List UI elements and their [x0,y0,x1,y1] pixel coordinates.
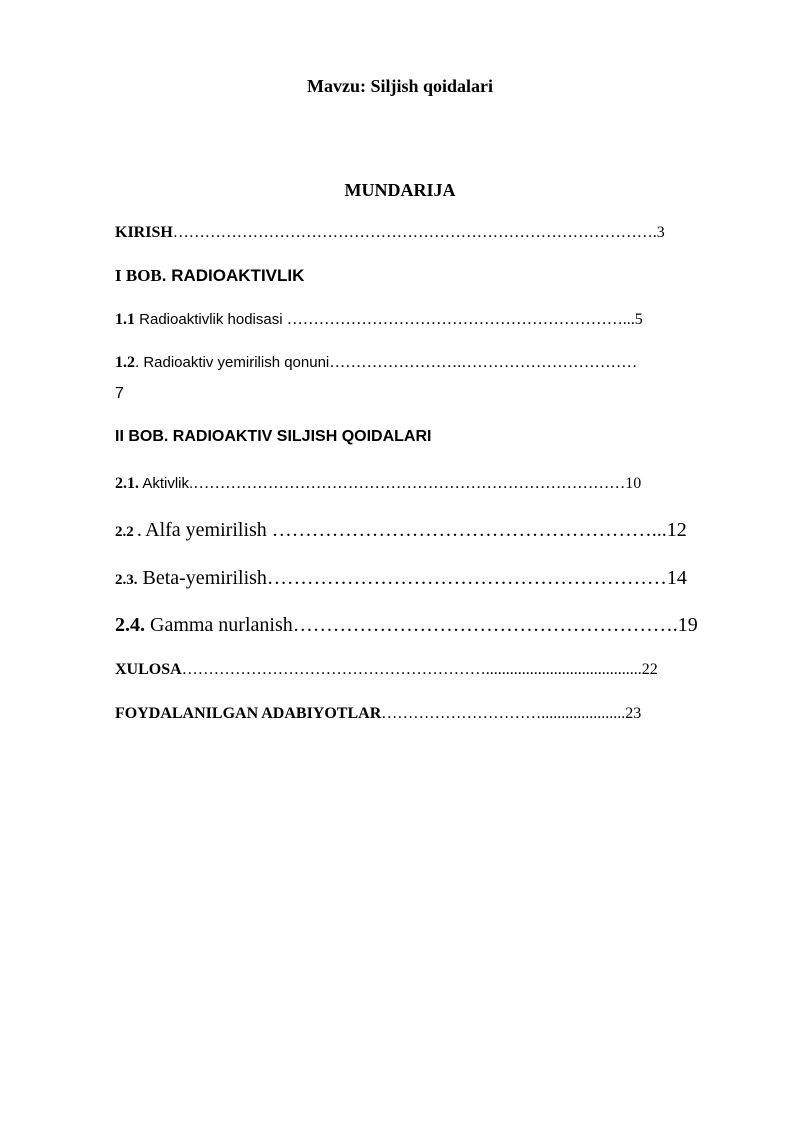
toc-page-number: 10 [625,475,642,492]
toc-page-number: 22 [641,661,658,678]
toc-label: XULOSA [115,661,182,678]
toc-entry-2-4[interactable] [115,614,740,637]
toc-section-number: 2.3. [115,572,138,588]
toc-label-rest: . RADIOAKTIVLIK [161,266,305,285]
toc-entry-references[interactable] [115,705,740,723]
toc-section-number: 2.2 . [115,524,142,540]
toc-page-number: 23 [625,705,642,722]
toc-label: I BOB [115,266,162,285]
toc-entry-kirish[interactable] [115,224,740,242]
toc-chapter-1[interactable] [115,266,740,286]
toc-page-number: 19 [677,614,698,636]
toc-chapter-2[interactable] [115,428,740,446]
toc-leader: …………………………………………………… [266,567,667,589]
toc-page-number: 14 [666,567,687,589]
toc-leader: ……………………………………………………………………… [193,475,626,492]
toc-label: Aktivlik. [139,475,194,492]
toc-heading: MUNDARIJA [344,180,456,200]
toc-label: Gamma nurlanish [145,614,293,636]
toc-page-number: 3 [656,224,665,241]
toc-entry-1-2[interactable] [115,354,740,372]
toc-label: Radioaktivlik hodisasi [135,311,287,328]
toc-leader: ………………………………………………………………………………. [172,224,657,241]
toc-section-number: 2.1. [115,475,139,492]
toc-leader: …………………………..................... [381,705,626,722]
toc-section-number: 1.2 [115,354,135,371]
toc-page-number: 7 [115,385,124,402]
toc-entry-2-1[interactable] [115,475,740,493]
toc-section-number: 1.1 [115,311,135,328]
toc-page-number: 12 [666,519,687,541]
toc-label: . Radioaktiv yemirilish qonuni [135,354,330,371]
toc-label: II BOB. RADIOAKTIV SILJISH QOIDALARI [115,428,432,445]
topic-title: Mavzu: Siljish qoidalari [306,76,494,96]
toc-leader: …………………………………………………....................................... [181,661,642,678]
toc-entry-1-1[interactable] [115,311,740,329]
toc-label: Beta-yemirilish [137,567,267,589]
toc-leader: …………………………………………………... [271,519,667,541]
toc-entry-1-2-page-line [115,385,740,403]
toc-page-number: 5 [634,311,643,328]
toc-leader: …………………………………………………. [292,614,678,636]
toc-entry-xulosa[interactable] [115,661,740,679]
toc-entry-2-3[interactable] [115,567,740,590]
toc-label: Alfa yemirilish [141,519,272,541]
toc-section-number: 2.4. [115,614,145,636]
toc-leader: …………………….…………………………… [329,354,638,371]
toc-entry-2-2[interactable] [115,519,740,542]
toc-label: FOYDALANILGAN ADABIYOTLAR [115,705,382,722]
toc-leader: ………………………………………………………... [286,311,635,328]
toc-label: KIRISH [115,224,173,241]
